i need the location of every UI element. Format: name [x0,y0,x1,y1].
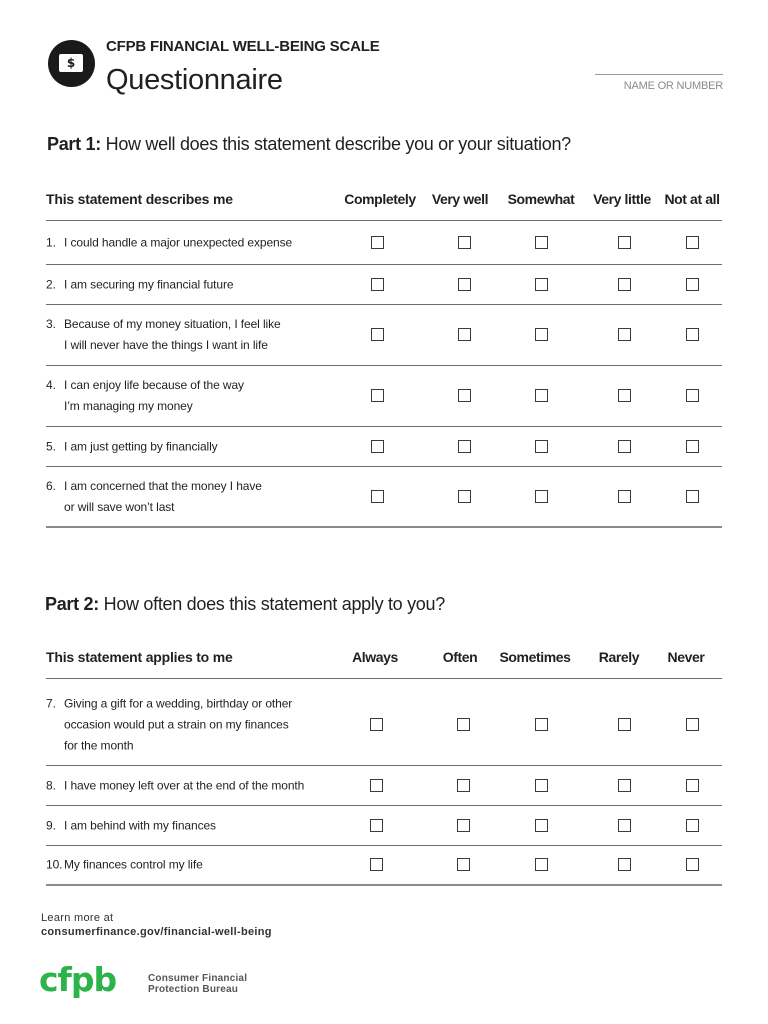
question-number: 7. [46,696,56,710]
question-row [46,366,722,427]
question-line-1: I have money left over at the end of the month [64,778,305,792]
question-row [46,846,722,886]
question-text [46,775,336,796]
answer-checkbox[interactable] [457,779,470,792]
learn-more-link[interactable]: consumerfinance.gov/financial-well-being [41,926,272,938]
question-number: 2. [46,277,56,291]
answer-checkbox[interactable] [618,858,631,871]
answer-checkbox[interactable] [371,328,384,341]
part1-table [46,180,722,528]
answer-checkbox[interactable] [458,490,471,503]
question-line-1: Giving a gift for a wedding, birthday or other [64,696,293,710]
answer-checkbox[interactable] [458,236,471,249]
page-title: Questionnaire [106,64,283,96]
question-line-1: I am just getting by financially [64,439,218,453]
answer-checkbox[interactable] [371,389,384,402]
question-line [46,476,336,497]
part1-label: Part 1: [47,134,101,154]
question-text [46,855,336,876]
name-field-line[interactable] [595,74,723,75]
question-text [46,693,336,756]
question-row [46,427,722,467]
question-line [46,436,336,457]
question-row [46,684,722,766]
answer-checkbox[interactable] [686,440,699,453]
question-line-1: I can enjoy life because of the way [64,378,244,392]
question-line-1: My finances control my life [64,857,203,872]
answer-checkbox[interactable] [457,858,470,871]
part2-label: Part 2: [45,594,99,614]
part2-heading [45,594,445,615]
answer-checkbox[interactable] [618,718,631,731]
col-not-at-all: Not at all [664,191,720,207]
col-somewhat: Somewhat [507,191,575,207]
question-line-2: I’m managing my money [64,399,193,413]
question-row [46,766,722,806]
col-very-little: Very little [593,191,651,207]
answer-checkbox[interactable] [458,389,471,402]
answer-checkbox[interactable] [535,328,548,341]
question-text [46,232,336,253]
question-text [46,274,336,295]
answer-checkbox[interactable] [618,389,631,402]
question-row [46,467,722,528]
question-text [46,375,336,417]
answer-checkbox[interactable] [370,779,383,792]
answer-checkbox[interactable] [371,236,384,249]
answer-checkbox[interactable] [535,490,548,503]
answer-checkbox[interactable] [686,490,699,503]
answer-checkbox[interactable] [618,490,631,503]
question-number: 6. [46,478,56,493]
answer-checkbox[interactable] [686,278,699,291]
agency-name [148,973,247,995]
part2-table [46,638,722,888]
question-line-1: I am concerned that the money I have [64,478,262,493]
col-rarely: Rarely [598,649,640,665]
answer-checkbox[interactable] [535,236,548,249]
question-line [46,274,336,295]
answer-checkbox[interactable] [618,278,631,291]
answer-checkbox[interactable] [618,779,631,792]
answer-checkbox[interactable] [618,440,631,453]
answer-checkbox[interactable] [686,718,699,731]
part2-table-header [46,638,722,679]
answer-checkbox[interactable] [458,278,471,291]
answer-checkbox[interactable] [371,278,384,291]
question-line-2: I will never have the things I want in life [64,338,268,352]
cfpb-logo-icon [48,40,95,87]
answer-checkbox[interactable] [457,718,470,731]
question-line-1: I am behind with my finances [64,818,216,832]
question-line-2: or will save won’t last [64,499,175,514]
question-line-1: I am securing my financial future [64,277,234,291]
question-number: 10. [46,857,63,872]
col-always: Always [352,649,398,665]
part1-heading [47,134,571,155]
question-line-2: occasion would put a strain on my finances [64,717,289,731]
question-text [46,815,336,836]
answer-checkbox[interactable] [686,819,699,832]
scale-title: CFPB FINANCIAL WELL-BEING SCALE [106,38,380,55]
answer-checkbox[interactable] [618,328,631,341]
question-line [46,693,336,714]
question-line-1: Because of my money situation, I feel like [64,317,281,331]
part1-table-header [46,180,722,221]
answer-checkbox[interactable] [370,718,383,731]
answer-checkbox[interactable] [535,278,548,291]
question-row [46,806,722,846]
part1-question: How well does this statement describe you or your situation? [100,134,571,154]
answer-checkbox[interactable] [535,440,548,453]
answer-checkbox[interactable] [618,236,631,249]
question-line [46,775,336,796]
answer-checkbox[interactable] [686,779,699,792]
learn-more-text: Learn more at [41,912,114,924]
cfpb-logo: cfpb [39,960,117,999]
question-line-1: I could handle a major unexpected expense [64,235,293,249]
answer-checkbox[interactable] [370,819,383,832]
question-line [46,855,336,876]
question-line-3: for the month [64,738,134,752]
answer-checkbox[interactable] [686,389,699,402]
question-number: 4. [46,378,56,392]
answer-checkbox[interactable] [686,236,699,249]
question-row [46,305,722,366]
question-line [46,232,336,253]
answer-checkbox[interactable] [371,490,384,503]
question-row [46,265,722,305]
col-very-well: Very well [431,191,489,207]
answer-checkbox[interactable] [457,819,470,832]
answer-checkbox[interactable] [618,819,631,832]
answer-checkbox[interactable] [535,389,548,402]
agency-name-line1: Consumer Financial [148,973,248,984]
agency-name-line2: Protection Bureau [148,984,239,995]
answer-checkbox[interactable] [535,779,548,792]
part2-question: How often does this statement apply to you? [98,594,445,614]
part2-header-label: This statement applies to me [46,649,233,665]
question-line [46,375,336,396]
answer-checkbox[interactable] [535,858,548,871]
answer-checkbox[interactable] [371,440,384,453]
dollar-screen-icon [59,54,83,72]
question-number: 1. [46,235,56,249]
question-number: 8. [46,778,56,792]
col-never: Never [667,649,705,665]
part1-header-label: This statement describes me [46,191,233,207]
question-line [46,815,336,836]
question-row [46,221,722,265]
question-number: 3. [46,317,56,331]
answer-checkbox[interactable] [458,328,471,341]
answer-checkbox[interactable] [370,858,383,871]
question-number: 5. [46,439,56,453]
col-sometimes: Sometimes [499,649,571,665]
question-text [46,436,336,457]
answer-checkbox[interactable] [686,858,699,871]
question-text [46,476,336,518]
question-text [46,314,336,356]
answer-checkbox[interactable] [535,718,548,731]
question-line [46,314,336,335]
answer-checkbox[interactable] [458,440,471,453]
answer-checkbox[interactable] [686,328,699,341]
col-often: Often [442,649,478,665]
question-number: 9. [46,818,56,832]
name-field-label: NAME OR NUMBER [623,80,723,92]
col-completely: Completely [344,191,416,207]
answer-checkbox[interactable] [535,819,548,832]
